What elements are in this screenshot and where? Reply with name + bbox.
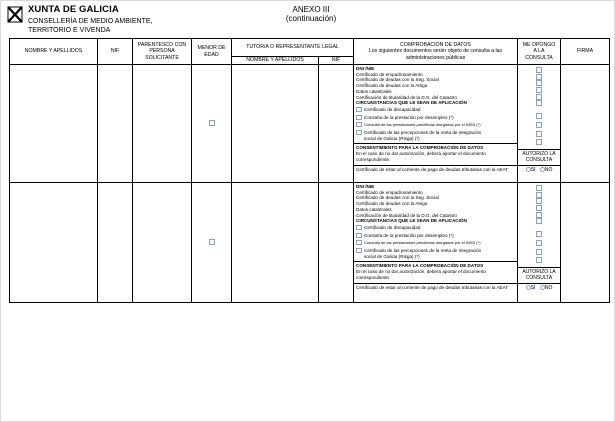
table-row	[10, 183, 610, 303]
oppose-inss-checkbox[interactable]	[536, 131, 542, 137]
signature-cell[interactable]	[561, 65, 610, 183]
col-data-check: COMPROBACIÓN DE DATOS Los siguientes documentos serán objeto de consulta a las administraciones públicas	[354, 39, 518, 65]
col-nif: NIF	[98, 39, 133, 65]
kinship-cell[interactable]	[133, 65, 192, 183]
annex-subtitle: (continuación)	[285, 14, 337, 23]
oppose-dni-checkbox[interactable]	[536, 67, 542, 73]
oppose-inss-checkbox[interactable]	[536, 249, 542, 255]
inss-checkbox[interactable]	[356, 122, 362, 127]
oppose-risga-checkbox[interactable]	[536, 139, 542, 145]
name-cell[interactable]	[10, 65, 98, 183]
col-minor: MENOR DE EDAD	[192, 39, 232, 65]
oppose-desempleo-checkbox[interactable]	[536, 240, 542, 246]
oppose-empadronamiento-checkbox[interactable]	[536, 192, 542, 198]
discapacidad-checkbox[interactable]	[356, 225, 362, 230]
oppose-atriga-checkbox[interactable]	[536, 205, 542, 211]
col-oppose: ME OPONGO A LA CONSULTA	[518, 39, 561, 65]
guardian-name-cell[interactable]	[232, 65, 319, 183]
discapacidad-checkbox[interactable]	[356, 107, 362, 112]
oppose-catastrales-checkbox[interactable]	[536, 94, 542, 100]
oppose-seg-social-checkbox[interactable]	[536, 80, 542, 86]
oppose-desempleo-checkbox[interactable]	[536, 122, 542, 128]
nif-cell[interactable]	[98, 183, 133, 303]
xunta-logo-icon	[7, 6, 23, 23]
oppose-seg-social-checkbox[interactable]	[536, 198, 542, 204]
oppose-empadronamiento-checkbox[interactable]	[536, 74, 542, 80]
signature-cell[interactable]	[561, 183, 610, 303]
col-guardian-nif: NIF	[319, 57, 354, 65]
oppose-dni-checkbox[interactable]	[536, 185, 542, 191]
annex-title: ANEXO III	[292, 5, 330, 14]
kinship-cell[interactable]	[133, 183, 192, 303]
department-name: CONSELLERÍA DE MEDIO AMBIENTE, TERRITORIO E VIVENDA	[28, 18, 153, 34]
guardian-nif-cell[interactable]	[319, 183, 354, 303]
members-table	[9, 38, 610, 303]
minor-cell	[192, 183, 232, 303]
desempleo-checkbox[interactable]	[356, 233, 362, 238]
col-guardian: TUTOR/A O REPRESENTANTE LEGAL	[232, 39, 354, 57]
minor-checkbox[interactable]	[209, 239, 215, 245]
annex-heading	[271, 5, 351, 23]
documents-cell: DNI /NIE Certificado de empadronamiento Certificado de deudas con la Seg. Social Certificado de deudas con la Atriga Datos catastrales Certificación de titularidad de la D.G. del Catastro CIRCUNSTANCIAS QUE LE SEAN DE APLICACIÓN Certificado de discapacidad Consulta de la prestación por desempleo (*) Consulta de las prestaciones percibidas otorgadas por el INSS (*) Certificado de las percepciones de la renta de integración social de Galicia (Risga) (*) CONSENTIMIENTO PARA LA COMPROBACIÓN DE DATOS En el caso de no dar autorización, deberá aportar el documento correspondiente. Certificado de estar al corriente de pago de deudas tributarias con la AEAT	[354, 65, 518, 183]
col-name: NOMBRE Y APELLIDOS	[10, 39, 98, 65]
oppose-dg-catastro-checkbox[interactable]	[536, 100, 542, 106]
minor-checkbox[interactable]	[209, 120, 215, 126]
minor-cell	[192, 65, 232, 183]
oppose-cell	[518, 65, 561, 183]
documents-cell: DNI /NIE Certificado de empadronamiento Certificado de deudas con la Seg. Social Certificado de deudas con la Atriga Datos catastrales Certificación de titularidad de la D.G. del Catastro CIRCUNSTANCIAS QUE LE SEAN DE APLICACIÓN Certificado de discapacidad Consulta de la prestación por desempleo (*) Consulta de las prestaciones percibidas otorgadas por el INSS (*) Certificado de las percepciones de la renta de integración social de Galicia (Risga) (*) CONSENTIMIENTO PARA LA COMPROBACIÓN DE DATOS En el caso de no dar autorización, deberá aportar el documento correspondiente. Certificado de estar al corriente de pago de deudas tributarias con la AEAT	[354, 183, 518, 303]
oppose-risga-checkbox[interactable]	[536, 257, 542, 263]
guardian-name-cell[interactable]	[232, 183, 319, 303]
inss-checkbox[interactable]	[356, 240, 362, 245]
name-cell[interactable]	[10, 183, 98, 303]
col-signature: FIRMA	[561, 39, 610, 65]
oppose-dg-catastro-checkbox[interactable]	[536, 218, 542, 224]
table-row	[10, 65, 610, 183]
col-kinship: PARENTESCO CON PERSONA SOLICITANTE	[133, 39, 192, 65]
oppose-catastrales-checkbox[interactable]	[536, 212, 542, 218]
risga-checkbox[interactable]	[356, 248, 362, 253]
brand-title: XUNTA DE GALICIA	[28, 4, 119, 15]
oppose-discapacidad-checkbox[interactable]	[536, 113, 542, 119]
authorize-label: AUTORIZO LA CONSULTA	[518, 149, 560, 165]
col-guardian-name: NOMBRE Y APELLIDOS	[232, 57, 319, 65]
oppose-atriga-checkbox[interactable]	[536, 87, 542, 93]
authorize-options: SÍ NO	[518, 283, 560, 292]
oppose-discapacidad-checkbox[interactable]	[536, 231, 542, 237]
nif-cell[interactable]	[98, 65, 133, 183]
guardian-nif-cell[interactable]	[319, 65, 354, 183]
risga-checkbox[interactable]	[356, 130, 362, 135]
authorize-label: AUTORIZO LA CONSULTA	[518, 267, 560, 283]
authorize-options: SÍ NO	[518, 165, 560, 174]
desempleo-checkbox[interactable]	[356, 115, 362, 120]
oppose-cell	[518, 183, 561, 303]
